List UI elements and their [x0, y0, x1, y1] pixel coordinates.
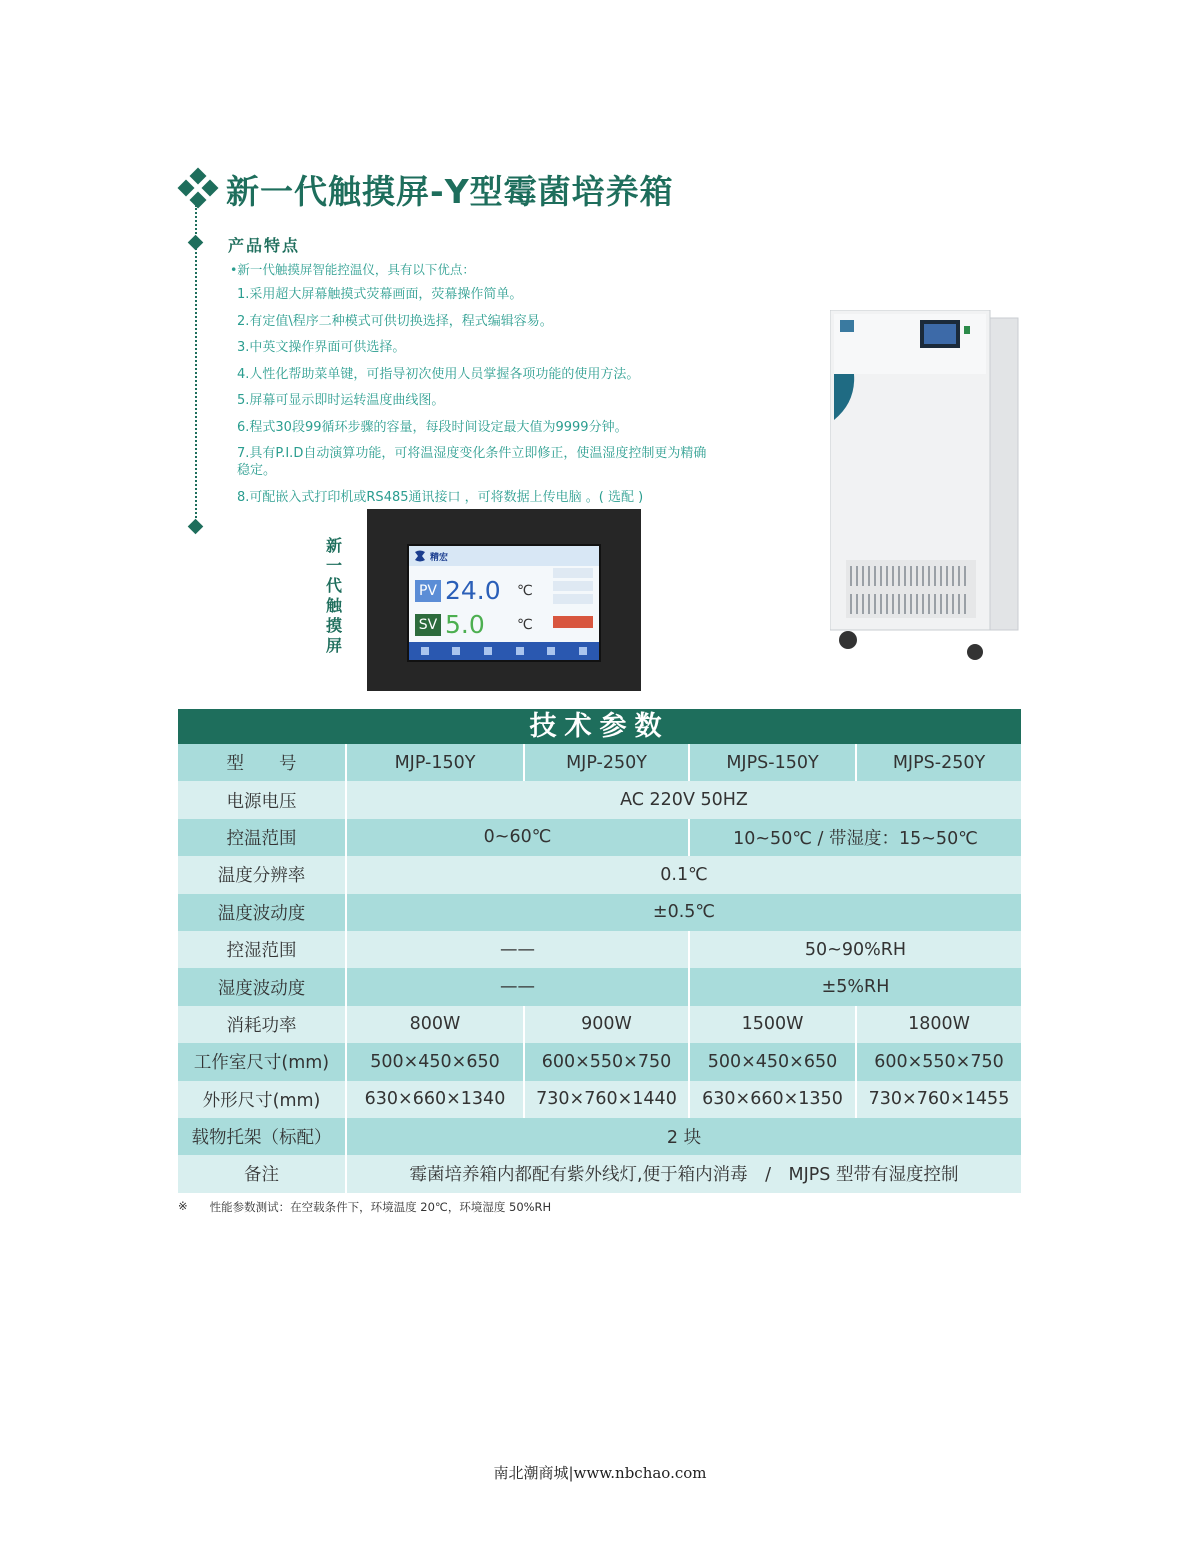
feature-item: 6.程式30段99循环步骤的容量，每段时间设定最大值为9999分钟。: [237, 419, 628, 435]
table-cell: ——: [346, 931, 689, 968]
table-cell: 1800W: [856, 1006, 1021, 1043]
run-button[interactable]: [553, 616, 593, 628]
table-row: [178, 1081, 1021, 1118]
table-row: [178, 856, 1021, 893]
touchscreen-header: [409, 546, 599, 566]
feature-item: 1.采用超大屏幕触摸式荧幕画面，荧幕操作简单。: [237, 287, 523, 302]
table-cell: ±5%RH: [689, 968, 1021, 1005]
feature-item: 7.具有P.I.D自动演算功能，可将温湿度变化条件立即修正，使温湿度控制更为精确稳定。: [237, 446, 707, 478]
diamond-cluster-icon: [176, 168, 220, 212]
touchscreen-label-char: 触: [325, 596, 342, 615]
toolbar-icon[interactable]: [579, 647, 587, 655]
row-label: 型 号: [178, 744, 346, 781]
row-label: 控温范围: [178, 819, 346, 856]
row-label: 消耗功率: [178, 1006, 346, 1043]
touchscreen-photo: [367, 509, 641, 691]
table-cell: 500×450×650: [689, 1043, 856, 1080]
sv-tag: SV: [415, 614, 441, 636]
row-label: 电源电压: [178, 781, 346, 818]
table-cell: 50~90%RH: [689, 931, 1021, 968]
table-cell: 霉菌培养箱内都配有紫外线灯,便于箱内消毒 / MJPS 型带有湿度控制: [346, 1155, 1021, 1192]
features-heading: 产品特点: [228, 236, 301, 255]
table-cell: 600×550×750: [524, 1043, 689, 1080]
toolbar-icon[interactable]: [484, 647, 492, 655]
table-cell: ——: [346, 968, 689, 1005]
touchscreen-label-char: 摸: [325, 616, 342, 635]
table-cell: MJP-250Y: [524, 744, 689, 781]
page-title-row: [176, 166, 674, 213]
table-cell: 730×760×1440: [524, 1081, 689, 1118]
footnote-mark: ※: [178, 1199, 188, 1213]
sv-row: [415, 610, 533, 639]
footnote: [178, 1199, 551, 1215]
table-cell: 630×660×1350: [689, 1081, 856, 1118]
parameters-title: 技术参数: [178, 709, 1021, 744]
table-cell: AC 220V 50HZ: [346, 781, 1021, 818]
table-cell: MJPS-250Y: [856, 744, 1021, 781]
touchscreen-display: [407, 544, 601, 662]
row-label: 温度波动度: [178, 894, 346, 931]
pv-tag: PV: [415, 580, 441, 602]
diamond-icon: [188, 519, 204, 535]
table-cell: 800W: [346, 1006, 524, 1043]
table-cell: MJPS-150Y: [689, 744, 856, 781]
feature-item: 3.中英文操作界面可供选择。: [237, 340, 406, 355]
feature-item: 8.可配嵌入式打印机或RS485通讯接口 ，可将数据上传电脑 。( 选配 ): [237, 489, 644, 505]
touchscreen-label-char: 代: [325, 576, 342, 595]
diamond-icon: [188, 235, 204, 251]
touchscreen-toolbar: [409, 642, 599, 660]
features-list: [237, 286, 707, 515]
table-cell: 600×550×750: [856, 1043, 1021, 1080]
sv-unit: ℃: [517, 616, 533, 633]
technical-parameters: [178, 709, 1021, 1193]
table-row: [178, 1006, 1021, 1043]
pv-row: [415, 576, 533, 605]
features-intro: •新一代触摸屏智能控温仪，具有以下优点：: [230, 262, 475, 277]
table-cell: 1500W: [689, 1006, 856, 1043]
table-cell: 630×660×1340: [346, 1081, 524, 1118]
pv-value: 24.0: [445, 576, 501, 605]
feature-item: 2.有定值\程序二种模式可供切换选择，程式编辑容易。: [237, 313, 553, 329]
toolbar-icon[interactable]: [547, 647, 555, 655]
row-label: 温度分辨率: [178, 856, 346, 893]
page-title: 新一代触摸屏-Y型霉菌培养箱: [226, 172, 674, 211]
table-cell: 730×760×1455: [856, 1081, 1021, 1118]
table-row: [178, 1155, 1021, 1192]
table-cell: 900W: [524, 1006, 689, 1043]
table-row: [178, 781, 1021, 818]
table-cell: 10~50℃ / 带湿度：15~50℃: [689, 819, 1021, 856]
table-row: [178, 968, 1021, 1005]
table-cell: ±0.5℃: [346, 894, 1021, 931]
table-row: [178, 744, 1021, 781]
touchscreen-label: [322, 536, 346, 656]
footnote-text: 性能参数测试：在空载条件下，环境温度 20℃，环境湿度 50%RH: [209, 1200, 552, 1214]
touchscreen-brand: 精宏: [430, 552, 449, 563]
row-label: 湿度波动度: [178, 968, 346, 1005]
touchscreen-label-char: 屏: [325, 636, 342, 655]
touchscreen-side-panel: [553, 568, 593, 607]
table-cell: 500×450×650: [346, 1043, 524, 1080]
sv-value: 5.0: [445, 610, 485, 639]
table-row: [178, 1118, 1021, 1155]
table-cell: 2 块: [346, 1118, 1021, 1155]
table-row: [178, 931, 1021, 968]
table-row: [178, 819, 1021, 856]
row-label: 工作室尺寸(mm): [178, 1043, 346, 1080]
row-label: 备注: [178, 1155, 346, 1192]
row-label: 外形尺寸(mm): [178, 1081, 346, 1118]
parameters-table: [178, 744, 1021, 1193]
table-cell: 0.1℃: [346, 856, 1021, 893]
toolbar-icon[interactable]: [516, 647, 524, 655]
incubator-product-image: [830, 310, 1020, 660]
feature-item: 5.屏幕可显示即时运转温度曲线图。: [237, 393, 445, 408]
site-footer: 南北潮商城|www.nbchao.com: [493, 1464, 707, 1482]
table-row: [178, 1043, 1021, 1080]
table-cell: 0~60℃: [346, 819, 689, 856]
feature-item: 4.人性化帮助菜单键，可指导初次使用人员掌握各项功能的使用方法。: [237, 366, 640, 382]
pv-unit: ℃: [517, 582, 533, 599]
brand-logo-icon: [413, 549, 427, 563]
timeline-divider: [195, 205, 197, 525]
touchscreen-label-char: 新: [325, 536, 342, 555]
table-cell: MJP-150Y: [346, 744, 524, 781]
toolbar-icon[interactable]: [452, 647, 460, 655]
touchscreen-label-char: 一: [325, 556, 342, 575]
row-label: 控湿范围: [178, 931, 346, 968]
row-label: 载物托架（标配）: [178, 1118, 346, 1155]
toolbar-icon[interactable]: [421, 647, 429, 655]
table-row: [178, 894, 1021, 931]
